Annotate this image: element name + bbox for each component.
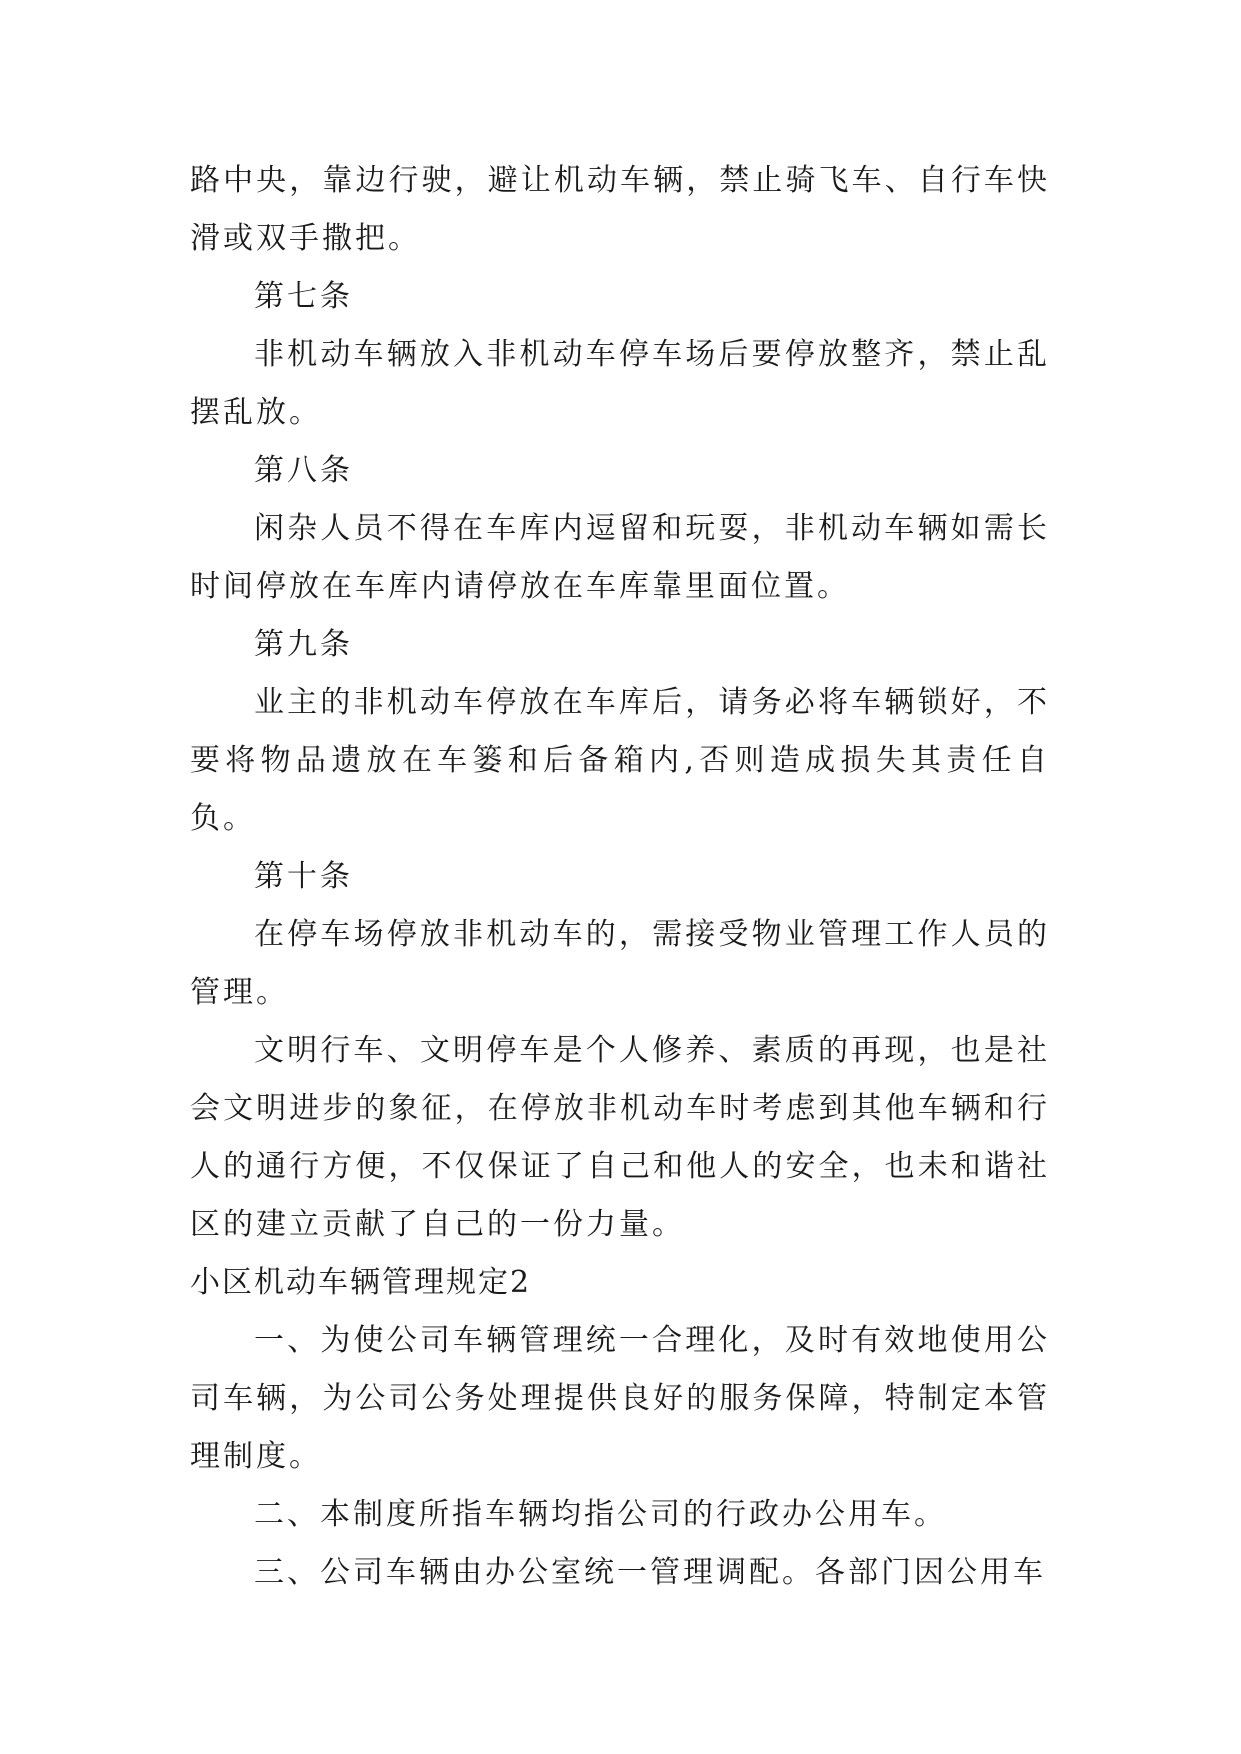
article-10-text: 在停车场停放非机动车的，需接受物业管理工作人员的管理。 bbox=[190, 917, 1050, 1010]
article-9-text: 业主的非机动车停放在车库后，请务必将车辆锁好，不要将物品遗放在车篓和后备箱内,否则造成损失其责任自负。 bbox=[190, 685, 1050, 836]
paragraph-continuation: 路中央，靠边行驶，避让机动车辆，禁止骑飞车、自行车快滑或双手撒把。 bbox=[190, 163, 1050, 256]
article-8-heading: 第八条 bbox=[254, 453, 353, 488]
item-1-text: 一、为使公司车辆管理统一合理化，及时有效地使用公司车辆，为公司公务处理提供良好的服务保障，特制定本管理制度。 bbox=[190, 1323, 1050, 1474]
article-10-heading: 第十条 bbox=[254, 859, 353, 894]
article-9-heading: 第九条 bbox=[254, 627, 353, 662]
article-7-heading: 第七条 bbox=[254, 279, 353, 314]
closing-paragraph: 文明行车、文明停车是个人修养、素质的再现，也是社会文明进步的象征，在停放非机动车时考虑到其他车辆和行人的通行方便，不仅保证了自己和他人的安全，也未和谐社区的建立贡献了自己的一份力量。 bbox=[190, 1033, 1050, 1242]
item-2-text: 二、本制度所指车辆均指公司的行政办公用车。 bbox=[254, 1497, 947, 1532]
section-2-title: 小区机动车辆管理规定2 bbox=[190, 1265, 532, 1300]
item-3-text: 三、公司车辆由办公室统一管理调配。各部门因公用车 bbox=[254, 1555, 1046, 1590]
document-body bbox=[190, 152, 1050, 1602]
article-8-text: 闲杂人员不得在车库内逗留和玩耍，非机动车辆如需长时间停放在车库内请停放在车库靠里面位置。 bbox=[190, 511, 1050, 604]
article-7-text: 非机动车辆放入非机动车停车场后要停放整齐，禁止乱摆乱放。 bbox=[190, 337, 1050, 430]
